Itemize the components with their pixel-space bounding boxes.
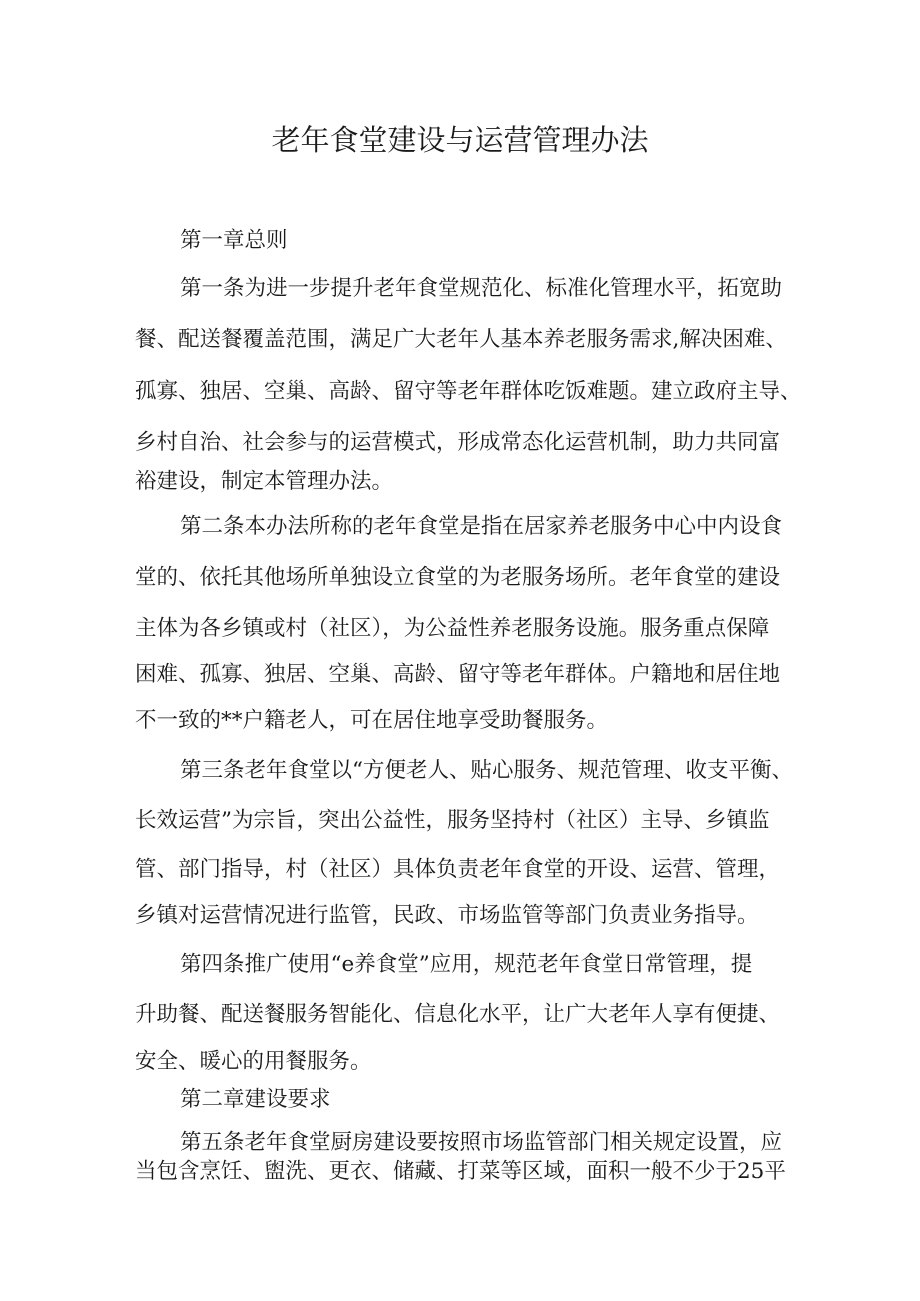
paragraph-line: 第五条老年食堂厨房建设要按照市场监管部门相关规定设置，应 xyxy=(180,1130,783,1155)
paragraph-line: 升助餐、配送餐服务智能化、信息化水平，让广大老年人享有便捷、 xyxy=(135,1002,781,1027)
paragraph-line: 第三条老年食堂以“方便老人、贴心服务、规范管理、收支平衡、 xyxy=(180,758,793,783)
chapter-heading: 第一章总则 xyxy=(180,228,288,253)
chapter-heading: 第二章建设要求 xyxy=(180,1087,331,1112)
paragraph-line: 第一条为进一步提升老年食堂规范化、标准化管理水平，拓宽助 xyxy=(180,276,783,301)
paragraph-line: 裕建设，制定本管理办法。 xyxy=(135,469,394,494)
paragraph-line: 餐、配送餐覆盖范围，满足广大老年人基本养老服务需求,解决困难、 xyxy=(135,327,787,352)
paragraph-line: 第二条本办法所称的老年食堂是指在居家养老服务中心中内设食 xyxy=(180,514,783,539)
document-title: 老年食堂建设与运营管理办法 xyxy=(271,123,649,157)
paragraph-line: 管、部门指导，村（社区）具体负责老年食堂的开设、运营、管理， xyxy=(135,857,781,882)
paragraph-line: 困难、孤寡、独居、空巢、高龄、留守等老年群体。户籍地和居住地 xyxy=(135,662,781,687)
paragraph-line: 当包含烹饪、盥洗、更衣、储藏、打菜等区域，面积一般不少于25平 xyxy=(135,1159,786,1184)
paragraph-line: 长效运营”为宗旨，突出公益性，服务坚持村（社区）主导、乡镇监 xyxy=(135,808,770,833)
paragraph-line: 孤寡、独居、空巢、高龄、留守等老年群体吃饭难题。建立政府主导、 xyxy=(135,379,802,404)
paragraph-line: 主体为各乡镇或村（社区），为公益性养老服务设施。服务重点保障 xyxy=(135,616,770,641)
paragraph-line: 乡镇对运营情况进行监管，民政、市场监管等部门负责业务指导。 xyxy=(135,903,759,928)
paragraph-line: 安全、暖心的用餐服务。 xyxy=(135,1049,372,1074)
paragraph-line: 第四条推广使用“e养食堂”应用，规范老年食堂日常管理，提 xyxy=(180,952,753,977)
paragraph-line: 乡村自治、社会参与的运营模式，形成常态化运营机制，助力共同富 xyxy=(135,430,781,455)
paragraph-line: 堂的、依托其他场所单独设立食堂的为老服务场所。老年食堂的建设 xyxy=(135,565,781,590)
paragraph-line: 不一致的**户籍老人，可在居住地享受助餐服务。 xyxy=(135,708,609,733)
